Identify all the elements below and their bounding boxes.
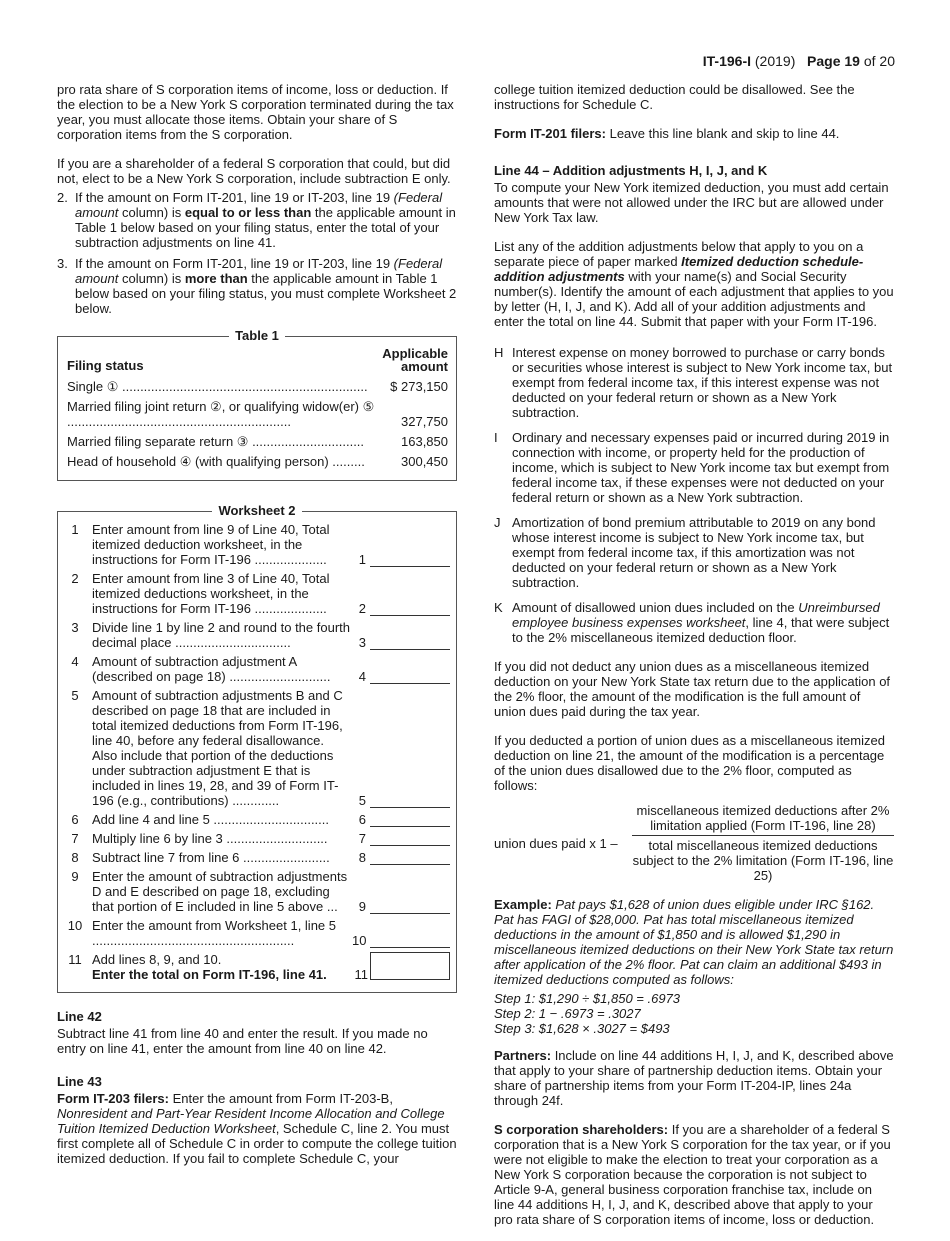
paragraph: college tuition itemized deduction could be disallowed. See the instructions for Schedule C. (494, 82, 855, 112)
paragraph: To compute your New York itemized deduction, you must add certain amounts that were not allowed under the IRC but are allowed under New York Tax law. (494, 180, 889, 225)
entry-line[interactable] (370, 552, 450, 567)
table-title: Table 1 (229, 328, 285, 343)
table-row: 3 Divide line 1 by line 2 and round to the fourth decimal place ................................ 3 (58, 620, 450, 650)
table-1 (57, 328, 457, 481)
table-row: 11 Add lines 8, 9, and 10. Enter the total on Form IT-196, line 41. 11 (58, 952, 450, 982)
filing-status: Head of household ④ (with qualifying person) ......... (67, 454, 365, 469)
total-entry-box[interactable] (370, 952, 450, 980)
example-steps: Step 1: $1,290 ÷ $1,850 = .6973 Step 2: 1 − .6973 = .3027 Step 3: $1,628 × .3027 = $493 (494, 991, 681, 1036)
table-row: 9 Enter the amount of subtraction adjustments D and E described on page 18, excluding that portion of E included in line 5 above ... 9 (58, 869, 450, 914)
list-item-j: J Amortization of bond premium attributable to 2019 on any bond whose interest income is subject to New York income tax, but exempt from federal income tax, if this amortization was not deducted on your federal return or shown as a New York subtraction. (494, 515, 876, 590)
filing-status: Single ① .................................................................... (67, 379, 368, 394)
section-heading: Line 42 (57, 1009, 102, 1024)
paragraph: Form IT-201 filers: Leave this line blank and skip to line 44. (494, 126, 840, 141)
left-column (57, 82, 457, 1180)
formula-denominator: total miscellaneous itemized deductions subject to the 2% limitation (Form IT-196, line 25) (632, 838, 894, 883)
entry-line[interactable] (370, 635, 450, 650)
right-column (494, 82, 894, 1241)
paragraph: If you deducted a portion of union dues as a miscellaneous itemized deduction on line 21, the amount of the modification is a percentage of the union dues disallowed due to the 2% floor, computed as follows: (494, 733, 885, 793)
formula: union dues paid x 1 – miscellaneous itemized deductions after 2% limitation applied (Form IT-196, line 28) total miscellaneous itemized deductions subject to the 2% limitation (Form IT-196, line 25) (494, 803, 894, 883)
applicable-amount: 163,850 (401, 434, 448, 449)
entry-line[interactable] (370, 812, 450, 827)
table-row: 10 Enter the amount from Worksheet 1, line 5 ........................................................ 10 (58, 918, 450, 948)
formula-numerator: miscellaneous itemized deductions after 2% limitation applied (Form IT-196, line 28) (632, 803, 894, 836)
filing-status: Married filing joint return ②, or qualifying widow(er) ⑤ .............................................................. (67, 399, 375, 429)
table-row (67, 399, 448, 429)
entry-line[interactable] (370, 831, 450, 846)
worksheet-2 (57, 503, 457, 993)
applicable-amount: $ 273,150 (390, 379, 448, 394)
form-number: IT-196-I (702, 53, 751, 69)
paragraph: List any of the addition adjustments below that apply to you on a separate piece of paper marked Itemized deduction schedule-addition adjustments with your name(s) and Social Security number(s). Identify the amount of each adjustment that applies to you by letter (H, I, J, and K). Add all of your addition adjustments and enter the total on line 44. Submit that paper with your Form IT-196. (494, 239, 894, 329)
entry-line[interactable] (370, 933, 450, 948)
table-row: 1 Enter amount from line 9 of Line 40, Total itemized deduction worksheet, in the instructions for Form IT-196 .................... 1 (58, 522, 450, 567)
table-row (67, 454, 448, 469)
paragraph: Form IT-203 filers: Enter the amount from Form IT-203-B, Nonresident and Part-Year Resident Income Allocation and College Tuition Itemized Deduction Worksheet, Schedule C, line 2. You must first complete all of Schedule C in order to compute the college tuition itemized deduction. If you fail to complete Schedule C, your (57, 1091, 457, 1166)
paragraph: Partners: Include on line 44 additions H, I, J, and K, described above that apply to your share of partnership deduction items. Obtain your share of partnership items from your Form IT-204-IP, lines 24a through 24f. (494, 1048, 894, 1108)
entry-line[interactable] (370, 850, 450, 865)
table-row: 5 Amount of subtraction adjustments B and C described on page 18 that are included in total itemized deductions from Form IT-196, line 40, before any federal disallowance. Also include that portion of the deductions under subtraction adjustment E that is included in lines 19, 28, and 39 of Form IT-196 (e.g., contributions) ............. 5 (58, 688, 450, 808)
worksheet-body (58, 522, 450, 948)
table-row (67, 379, 448, 394)
example: Example: Pat pays $1,628 of union dues eligible under IRC §162. Pat has FAGI of $28,000. Pat has total miscellaneous itemized deductions in the amount of $1,850 and is allowed $1,290 in miscellaneous itemized deductions on their New York State tax return after application of the 2% floor. Pat can claim an additional $493 in itemized deductions computed as follows: (494, 897, 894, 987)
column-header: Applicable amount (382, 346, 448, 374)
section-heading: Line 43 (57, 1074, 102, 1089)
table-body (67, 379, 448, 469)
column-header: Filing status (67, 358, 144, 373)
entry-line[interactable] (370, 601, 450, 616)
list-item: 3. If the amount on Form IT-201, line 19 or IT-203, line 19 (Federal amount column) is more than the applicable amount in Table 1 below based on your filing status, you must complete Worksheet 2 below. (57, 256, 457, 316)
table-row: 2 Enter amount from line 3 of Line 40, Total itemized deductions worksheet, in the instructions for Form IT-196 .................... 2 (58, 571, 450, 616)
paragraph: If you are a shareholder of a federal S corporation that could, but did not, elect to be a New York S corporation, include subtraction E only. (57, 156, 451, 186)
form-year: (2019) (754, 53, 796, 69)
applicable-amount: 300,450 (401, 454, 448, 469)
page-total: of 20 (863, 53, 895, 69)
page-header (703, 54, 895, 69)
table-header (67, 347, 448, 373)
entry-line[interactable] (370, 899, 450, 914)
entry-line[interactable] (370, 793, 450, 808)
paragraph: pro rata share of S corporation items of income, loss or deduction. If the election to be a New York S corporation terminated during the tax year, you must allocate those items. Obtain your share of S corporation items from the S corporation. (57, 82, 454, 142)
worksheet-title: Worksheet 2 (212, 503, 301, 518)
table-row (67, 434, 448, 449)
section-heading: Line 44 – Addition adjustments H, I, J, and K (494, 163, 768, 178)
page-number: Page 19 (807, 53, 860, 69)
table-row: 8 Subtract line 7 from line 6 ........................ 8 (58, 850, 450, 865)
paragraph: S corporation shareholders: If you are a shareholder of a federal S corporation that is a New York S corporation for the tax year, or if you were not eligible to make the election to treat your corporation as a New York S corporation because the corporation is not subject to Article 9-A, general business corporation franchise tax, include on line 44 additions H, I, J, and K, described above that apply to your pro rata share of S corporation items of income, loss or deduction. (494, 1122, 891, 1227)
paragraph: Subtract line 41 from line 40 and enter the result. If you made no entry on line 41, enter the amount from line 40 on line 42. (57, 1026, 428, 1056)
list-item-i: I Ordinary and necessary expenses paid or incurred during 2019 in connection with income, or property held for the production of income, which is subject to New York income tax but exempt from federal income tax, if these expenses were not deducted on your federal return or shown as a New York subtraction. (494, 430, 890, 505)
table-row: 4 Amount of subtraction adjustment A (described on page 18) ............................ 4 (58, 654, 450, 684)
table-row: 7 Multiply line 6 by line 3 ............................ 7 (58, 831, 450, 846)
filing-status: Married filing separate return ③ ............................... (67, 434, 365, 449)
entry-line[interactable] (370, 669, 450, 684)
list-item-k: K Amount of disallowed union dues included on the Unreimbursed employee business expenses worksheet, line 4, that were subject to the 2% miscellaneous itemized deduction floor. (494, 600, 890, 645)
table-row: 6 Add line 4 and line 5 ................................ 6 (58, 812, 450, 827)
paragraph: If you did not deduct any union dues as a miscellaneous itemized deduction on your New York State tax return due to the application of the 2% floor, the amount of the modification is the full amount of union dues paid during the tax year. (494, 659, 891, 719)
applicable-amount: 327,750 (401, 414, 448, 429)
list-item-h: H Interest expense on money borrowed to purchase or carry bonds or securities whose interest is subject to New York income tax, but exempt from federal income tax, if this interest expense was not deducted on your federal return or shown as a New York subtraction. (494, 345, 893, 420)
list-item: 2. If the amount on Form IT-201, line 19 or IT-203, line 19 (Federal amount column) is equal to or less than the applicable amount in Table 1 below based on your filing status, enter the total of your subtraction adjustments on line 41. (57, 190, 456, 250)
